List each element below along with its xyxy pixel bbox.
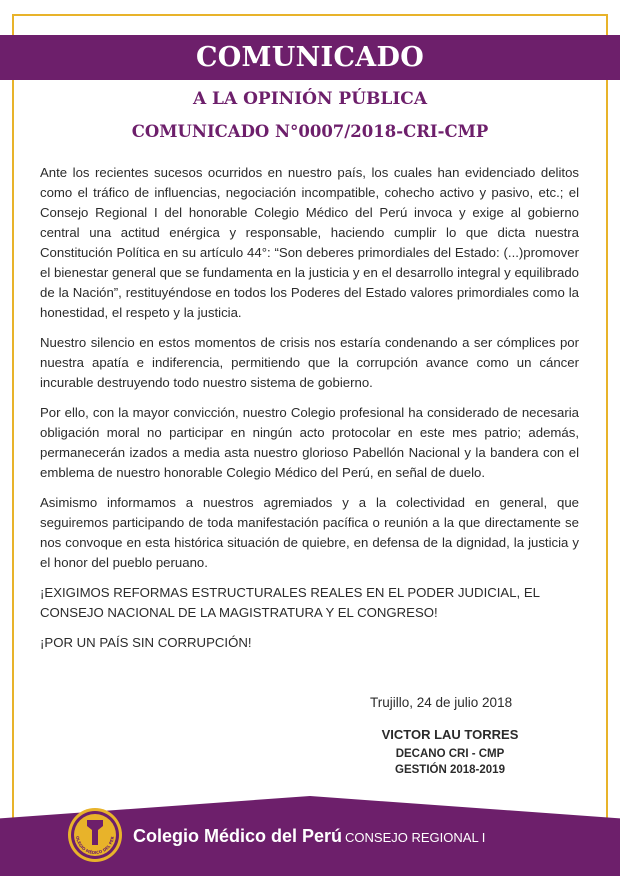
communique-reference: COMUNICADO N°0007/2018-CRI-CMP [131, 122, 489, 141]
paragraph-2: Nuestro silencio en estos momentos de crisis nos estaría condenando a ser cómplices por nuestra apatía e indiferencia, permitiendo que la corrupción avance como un cáncer incurable destruyendo todo nuestro sistema de gobierno. [40, 335, 579, 390]
paragraph-demand: ¡EXIGIMOS REFORMAS ESTRUCTURALES REALES EN EL PODER JUDICIAL, EL CONSEJO NACIONAL DE LA MAGISTRATURA Y EL CONGRESO! [40, 585, 540, 620]
signer-period: GESTIÓN 2018-2019 [395, 764, 505, 776]
page-title: COMUNICADO [0, 35, 620, 80]
signer-role: DECANO CRI - CMP [395, 748, 505, 760]
paragraph-slogan: ¡POR UN PAÍS SIN CORRUPCIÓN! [40, 635, 252, 650]
paragraph-4: Asimismo informamos a nuestros agremiados y a la colectividad en general, que seguiremos participando de toda manifestación pacífica o reunión a la que directamente se nos convoque en esta histórica situación de quiebre, en defensa de la dignidad, la justicia y el honor del pueblo peruano. [40, 495, 579, 570]
place-date: Trujillo, 24 de julio 2018 [370, 695, 513, 710]
paragraph-3: Por ello, con la mayor convicción, nuestro Colegio profesional ha considerado de necesaria obligación moral no participar en ningún acto protocolar en este mes patrio; además, permanecerán izados a media asta nuestro glorioso Pabellón Nacional y la bandera con el emblema de nuestro honorable Colegio Médico del Perú, en señal de duelo. [40, 405, 579, 480]
signer-name: VICTOR LAU TORRES [381, 727, 519, 742]
communique-body [40, 163, 579, 663]
signature-block [370, 727, 530, 778]
seal-icon [67, 807, 123, 863]
paragraph-1: Ante los recientes sucesos ocurridos en nuestro país, los cuales han evidenciado delitos como el tráfico de influencias, negociación incompatible, cohecho activo y pasivo, etc.; el Consejo Regional I del honorable Colegio Médico del Perú invoca y exige al gobierno central una actitud enérgica y responsable, haciendo cumplir lo que dicta nuestra Constitución Política en su artículo 44°: “Son deberes primordiales del Estado: (...)promover el bienestar general que se fundamenta en la justicia y en el desarrollo integral y equilibrado de la Nación”, restituyéndose en todos los Poderes del Estado valores primordiales como la honestidad, el respeto y la justicia. [40, 165, 579, 320]
seal-text: OLEGIO MÉDICO DEL PER [74, 835, 115, 856]
org-name-main: Colegio Médico del Perú [133, 826, 343, 846]
subtitle: A LA OPINIÓN PÚBLICA [192, 89, 428, 109]
org-name-sub: CONSEJO REGIONAL I [345, 830, 486, 845]
org-name [133, 826, 485, 847]
